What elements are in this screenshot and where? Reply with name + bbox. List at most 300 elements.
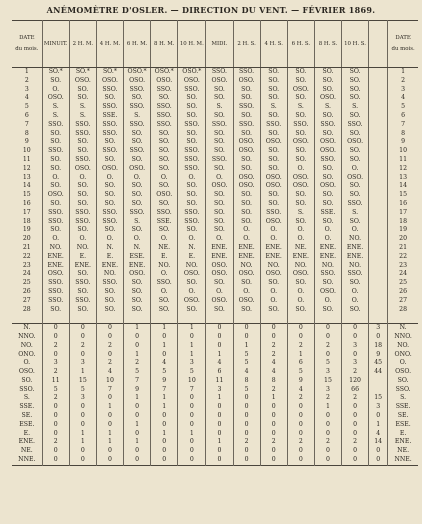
direction-cell: O.: [287, 297, 314, 306]
direction-cell: SO.: [342, 182, 369, 191]
direction-cell: OSO.: [42, 270, 69, 279]
direction-cell: SO.: [233, 86, 260, 95]
count-cell: 0: [260, 421, 287, 430]
date-cell-right: 1: [388, 68, 418, 77]
count-cell: 2: [124, 359, 151, 368]
direction-cell: O.: [42, 235, 69, 244]
direction-cell: SSO.: [69, 297, 96, 306]
count-cell: 7: [124, 377, 151, 386]
count-cell: 0: [69, 456, 96, 465]
empty-cell: [369, 306, 388, 315]
direction-cell: NO.: [42, 244, 69, 253]
count-cell: 0: [124, 342, 151, 351]
direction-cell: SO.: [151, 165, 178, 174]
direction-cell: OSO.: [96, 165, 123, 174]
total-cell: 3: [369, 403, 388, 412]
direction-cell: SO.: [342, 94, 369, 103]
direction-cell: ENE.: [96, 262, 123, 271]
table-row: [12, 297, 418, 306]
empty-cell: [369, 288, 388, 297]
direction-cell: S.: [69, 103, 96, 112]
count-cell: 0: [42, 351, 69, 360]
direction-cell: SO.: [233, 112, 260, 121]
direction-cell: SO.: [314, 112, 341, 121]
count-cell: 0: [69, 333, 96, 342]
count-cell: 5: [178, 368, 206, 377]
direction-cell: N.: [96, 244, 123, 253]
direction-cell: O.: [178, 288, 206, 297]
direction-cell: SO.: [96, 138, 123, 147]
direction-cell: SSO.: [233, 68, 260, 77]
direction-label: SSE.: [19, 403, 35, 411]
total-cell: 0: [369, 333, 388, 342]
count-cell: 0: [233, 412, 260, 421]
direction-cell: SSO.: [96, 209, 123, 218]
date-cell: 20: [22, 235, 31, 243]
direction-cell: SO.: [206, 218, 233, 227]
hour-column-header: 10 H. M.: [178, 21, 206, 68]
hour-column-header: 6 H. M.: [124, 21, 151, 68]
count-cell: 2: [96, 359, 123, 368]
date-cell-right: 19: [388, 226, 418, 235]
count-cell: 0: [342, 351, 369, 360]
direction-cell: O.: [151, 174, 178, 183]
count-cell: 0: [69, 421, 96, 430]
direction-cell: OSO.: [314, 182, 341, 191]
direction-cell: O.: [206, 288, 233, 297]
empty-cell: [369, 94, 388, 103]
direction-cell: SO.: [314, 174, 341, 183]
empty-cell: [233, 314, 260, 323]
direction-cell: SO.: [342, 147, 369, 156]
hour-column-header: 2 H. S.: [233, 21, 260, 68]
count-cell: 15: [314, 377, 341, 386]
empty-cell: [124, 314, 151, 323]
date-cell: 16: [22, 199, 31, 207]
direction-cell: SO.: [314, 68, 341, 77]
empty-cell: [260, 314, 287, 323]
count-cell: 0: [69, 447, 96, 456]
total-cell: 1: [369, 421, 388, 430]
count-cell: 1: [151, 430, 178, 439]
direction-cell: SO.: [233, 279, 260, 288]
empty-cell: [178, 314, 206, 323]
direction-cell: SO.: [69, 94, 96, 103]
direction-cell: NO.: [314, 262, 341, 271]
count-cell: 3: [314, 368, 341, 377]
direction-cell: SSO.: [69, 130, 96, 139]
count-cell: 5: [69, 386, 96, 395]
direction-cell: SO.: [124, 138, 151, 147]
date-cell-right: 4: [388, 94, 418, 103]
direction-cell: O.: [233, 288, 260, 297]
empty-cell: [287, 314, 314, 323]
direction-cell: O.: [69, 235, 96, 244]
empty-cell: [369, 270, 388, 279]
direction-cell: NO.: [69, 244, 96, 253]
count-cell: 0: [96, 421, 123, 430]
direction-cell: SO.: [233, 306, 260, 315]
direction-cell: SO.: [42, 156, 69, 165]
count-cell: 1: [178, 351, 206, 360]
empty-cell: [369, 182, 388, 191]
empty-cell: [369, 86, 388, 95]
header-row: [12, 21, 418, 68]
direction-cell: SO.: [314, 86, 341, 95]
direction-cell: OSO.: [342, 138, 369, 147]
blank-row: [12, 314, 418, 323]
direction-cell: SO.: [69, 270, 96, 279]
direction-cell: SO.: [178, 191, 206, 200]
direction-cell: S.: [124, 112, 151, 121]
direction-cell: SSO.: [178, 147, 206, 156]
direction-cell: SSO.: [96, 121, 123, 130]
count-cell: 0: [342, 412, 369, 421]
direction-cell: N.: [178, 244, 206, 253]
direction-cell: SO.*: [96, 68, 123, 77]
direction-cell: OSO.: [206, 262, 233, 271]
hour-column-header: 10 H. S.: [342, 21, 369, 68]
direction-cell: SO.: [314, 130, 341, 139]
direction-cell: SO.: [69, 191, 96, 200]
table-row: [12, 121, 418, 130]
direction-cell: SO.: [287, 218, 314, 227]
direction-cell: SO.: [342, 279, 369, 288]
count-cell: 0: [206, 447, 233, 456]
table-row: [12, 86, 418, 95]
direction-cell: ENE.: [206, 253, 233, 262]
count-cell: 0: [96, 324, 123, 333]
direction-cell: SO.: [287, 77, 314, 86]
direction-cell: OSO.: [124, 270, 151, 279]
direction-cell: OSO.: [96, 77, 123, 86]
hour-column-header: MINUIT.: [42, 21, 69, 68]
direction-cell: SO.: [260, 200, 287, 209]
direction-cell: SO.: [314, 77, 341, 86]
count-cell: 5: [314, 359, 341, 368]
count-cell: 0: [124, 412, 151, 421]
direction-cell: ENE.: [42, 262, 69, 271]
empty-cell: [369, 209, 388, 218]
count-cell: 0: [124, 403, 151, 412]
direction-cell: SO.: [69, 86, 96, 95]
table-row: [12, 226, 418, 235]
count-cell: 0: [233, 421, 260, 430]
count-cell: 0: [287, 430, 314, 439]
direction-cell: SSO.: [69, 156, 96, 165]
count-cell: 1: [233, 342, 260, 351]
date-cell: 13: [22, 173, 31, 181]
total-cell: 44: [369, 368, 388, 377]
count-cell: 0: [96, 333, 123, 342]
empty-cell: [369, 165, 388, 174]
direction-cell: SO.: [233, 218, 260, 227]
direction-cell: SO.: [124, 182, 151, 191]
direction-label: NE.: [20, 447, 33, 455]
count-cell: 0: [287, 447, 314, 456]
direction-cell: SO.: [124, 306, 151, 315]
count-cell: 0: [124, 447, 151, 456]
direction-cell: SO.: [233, 191, 260, 200]
empty-cell: [12, 314, 42, 323]
direction-cell: SO.: [96, 156, 123, 165]
direction-cell: SO.: [260, 68, 287, 77]
direction-cell: SO.: [42, 306, 69, 315]
count-cell: 5: [42, 386, 69, 395]
direction-cell: OSO.: [287, 174, 314, 183]
count-cell: 0: [69, 412, 96, 421]
summary-row: [12, 447, 418, 456]
direction-cell: SSO.: [342, 200, 369, 209]
direction-cell: O.: [124, 235, 151, 244]
count-cell: 3: [69, 394, 96, 403]
direction-cell: O.: [233, 226, 260, 235]
date-cell: 14: [22, 182, 31, 190]
count-cell: 0: [151, 351, 178, 360]
date-column-header-right: DATE du mois.: [388, 21, 418, 68]
summary-row: [12, 394, 418, 403]
direction-cell: ENE.: [314, 253, 341, 262]
count-cell: 0: [314, 447, 341, 456]
count-cell: 2: [342, 438, 369, 447]
direction-cell: OSO.: [314, 288, 341, 297]
direction-cell: SO.: [314, 306, 341, 315]
table-row: [12, 270, 418, 279]
empty-cell: [369, 147, 388, 156]
direction-cell: SO.*: [42, 68, 69, 77]
direction-cell: OSO.: [233, 174, 260, 183]
direction-cell: SO.: [287, 156, 314, 165]
direction-cell: SO.: [314, 165, 341, 174]
direction-cell: SO.: [314, 218, 341, 227]
direction-cell: SO.: [69, 306, 96, 315]
direction-label-right: NO.: [388, 342, 418, 351]
count-cell: 9: [287, 377, 314, 386]
count-cell: 1: [69, 438, 96, 447]
table-row: [12, 244, 418, 253]
direction-cell: O.: [314, 297, 341, 306]
direction-cell: SSO.: [314, 121, 341, 130]
count-cell: 3: [42, 359, 69, 368]
direction-cell: O.: [42, 174, 69, 183]
date-cell-right: 10: [388, 147, 418, 156]
date-cell-right: 21: [388, 244, 418, 253]
empty-cell: [369, 253, 388, 262]
count-cell: 0: [42, 430, 69, 439]
direction-cell: SO.: [124, 130, 151, 139]
count-cell: 3: [342, 342, 369, 351]
direction-cell: SO.: [260, 86, 287, 95]
direction-cell: SSO.: [206, 121, 233, 130]
hour-column-header: 4 H. S.: [260, 21, 287, 68]
direction-cell: SSE.: [96, 112, 123, 121]
summary-row: [12, 403, 418, 412]
direction-cell: SO.: [206, 86, 233, 95]
direction-cell: SSO.: [124, 86, 151, 95]
count-cell: 2: [287, 342, 314, 351]
direction-cell: SO.: [151, 297, 178, 306]
direction-cell: ENE.: [42, 253, 69, 262]
date-cell-right: 18: [388, 218, 418, 227]
direction-cell: SSO.: [42, 209, 69, 218]
date-cell-right: 3: [388, 86, 418, 95]
direction-cell: SSO.: [96, 86, 123, 95]
direction-cell: SO.: [287, 200, 314, 209]
direction-cell: OSO.: [151, 191, 178, 200]
direction-cell: SO.: [151, 156, 178, 165]
direction-cell: OSO.: [233, 147, 260, 156]
direction-cell: O.: [287, 288, 314, 297]
table-row: [12, 253, 418, 262]
direction-cell: SO.: [342, 218, 369, 227]
direction-cell: NO.: [233, 262, 260, 271]
count-cell: 2: [42, 394, 69, 403]
direction-cell: OSO.: [287, 86, 314, 95]
count-cell: 7: [178, 386, 206, 395]
count-cell: 0: [42, 403, 69, 412]
count-cell: 0: [206, 421, 233, 430]
summary-row: [12, 456, 418, 465]
direction-cell: SO.: [260, 147, 287, 156]
count-cell: 1: [178, 342, 206, 351]
direction-cell: SO.: [124, 226, 151, 235]
direction-cell: SO.: [287, 147, 314, 156]
count-cell: 5: [233, 351, 260, 360]
direction-cell: O.: [287, 226, 314, 235]
summary-row: [12, 412, 418, 421]
direction-cell: SO.: [233, 130, 260, 139]
direction-cell: SO.: [151, 147, 178, 156]
direction-cell: SO.: [287, 191, 314, 200]
date-cell: 1: [24, 68, 29, 75]
total-cell: 14: [369, 438, 388, 447]
direction-cell: OSO.: [206, 182, 233, 191]
direction-label-right: NNO.: [388, 333, 418, 342]
count-cell: 0: [287, 324, 314, 333]
count-cell: 0: [342, 333, 369, 342]
direction-cell: OSO.: [42, 191, 69, 200]
count-cell: 4: [260, 368, 287, 377]
direction-cell: O.: [96, 174, 123, 183]
count-cell: 0: [206, 333, 233, 342]
summary-row: [12, 359, 418, 368]
date-cell-right: 28: [388, 306, 418, 315]
empty-cell: [369, 244, 388, 253]
count-cell: 2: [287, 394, 314, 403]
count-cell: 1: [206, 438, 233, 447]
direction-label: SE.: [21, 412, 33, 420]
summary-row: [12, 430, 418, 439]
date-cell-right: 22: [388, 253, 418, 262]
direction-label-right: NE.: [388, 447, 418, 456]
count-cell: 0: [287, 403, 314, 412]
direction-cell: SO.: [178, 112, 206, 121]
direction-cell: O.: [69, 174, 96, 183]
empty-cell: [369, 130, 388, 139]
direction-cell: S.: [42, 103, 69, 112]
direction-cell: SO.*: [69, 68, 96, 77]
direction-cell: SSO.: [42, 147, 69, 156]
count-cell: 1: [96, 430, 123, 439]
direction-cell: O.: [287, 165, 314, 174]
count-cell: 4: [96, 368, 123, 377]
empty-cell: [369, 138, 388, 147]
date-cell-right: 25: [388, 279, 418, 288]
date-cell-right: 12: [388, 165, 418, 174]
direction-label-right: SSO.: [388, 386, 418, 395]
direction-cell: SO.: [69, 226, 96, 235]
direction-cell: NO.: [96, 270, 123, 279]
table-row: [12, 218, 418, 227]
count-cell: 7: [151, 386, 178, 395]
count-cell: 0: [124, 456, 151, 465]
table-row: [12, 103, 418, 112]
count-cell: 9: [124, 386, 151, 395]
direction-cell: SO.: [151, 182, 178, 191]
direction-cell: SO.: [206, 279, 233, 288]
summary-row: [12, 421, 418, 430]
count-cell: 8: [233, 377, 260, 386]
count-cell: 1: [124, 421, 151, 430]
count-cell: 1: [124, 394, 151, 403]
direction-cell: SSO.: [314, 156, 341, 165]
direction-cell: NO.: [342, 262, 369, 271]
direction-cell: SO.: [42, 226, 69, 235]
count-cell: 2: [314, 342, 341, 351]
direction-cell: SSO.: [206, 156, 233, 165]
direction-cell: SO.: [96, 182, 123, 191]
total-cell: 4: [369, 430, 388, 439]
date-cell: 7: [24, 120, 29, 128]
direction-cell: NE.: [287, 244, 314, 253]
direction-cell: S.: [287, 209, 314, 218]
count-cell: 0: [178, 447, 206, 456]
count-cell: 0: [233, 324, 260, 333]
direction-cell: SO.: [96, 306, 123, 315]
count-cell: 1: [151, 403, 178, 412]
count-cell: 2: [42, 438, 69, 447]
count-cell: 0: [287, 456, 314, 465]
direction-cell: S.: [124, 218, 151, 227]
direction-cell: O.: [342, 165, 369, 174]
direction-cell: SO.: [178, 279, 206, 288]
count-cell: 0: [314, 412, 341, 421]
direction-cell: SSO.: [124, 121, 151, 130]
count-cell: 66: [342, 386, 369, 395]
count-cell: 0: [260, 456, 287, 465]
direction-cell: OSO.*: [124, 68, 151, 77]
direction-cell: SO.: [42, 182, 69, 191]
direction-cell: NO.: [151, 262, 178, 271]
hour-column-header: 8 H. S.: [314, 21, 341, 68]
table-row: [12, 156, 418, 165]
empty-cell: [369, 279, 388, 288]
count-cell: 9: [151, 377, 178, 386]
direction-label: ONO.: [18, 350, 36, 358]
direction-cell: SO.: [206, 138, 233, 147]
direction-cell: O.: [287, 235, 314, 244]
direction-cell: S.: [69, 112, 96, 121]
direction-cell: SO.: [96, 226, 123, 235]
direction-cell: SSO.: [151, 279, 178, 288]
count-cell: 0: [342, 403, 369, 412]
date-cell-right: 13: [388, 174, 418, 183]
count-cell: 1: [206, 394, 233, 403]
count-cell: 0: [151, 438, 178, 447]
date-cell-right: 14: [388, 182, 418, 191]
count-cell: 1: [206, 351, 233, 360]
table-row: [12, 174, 418, 183]
